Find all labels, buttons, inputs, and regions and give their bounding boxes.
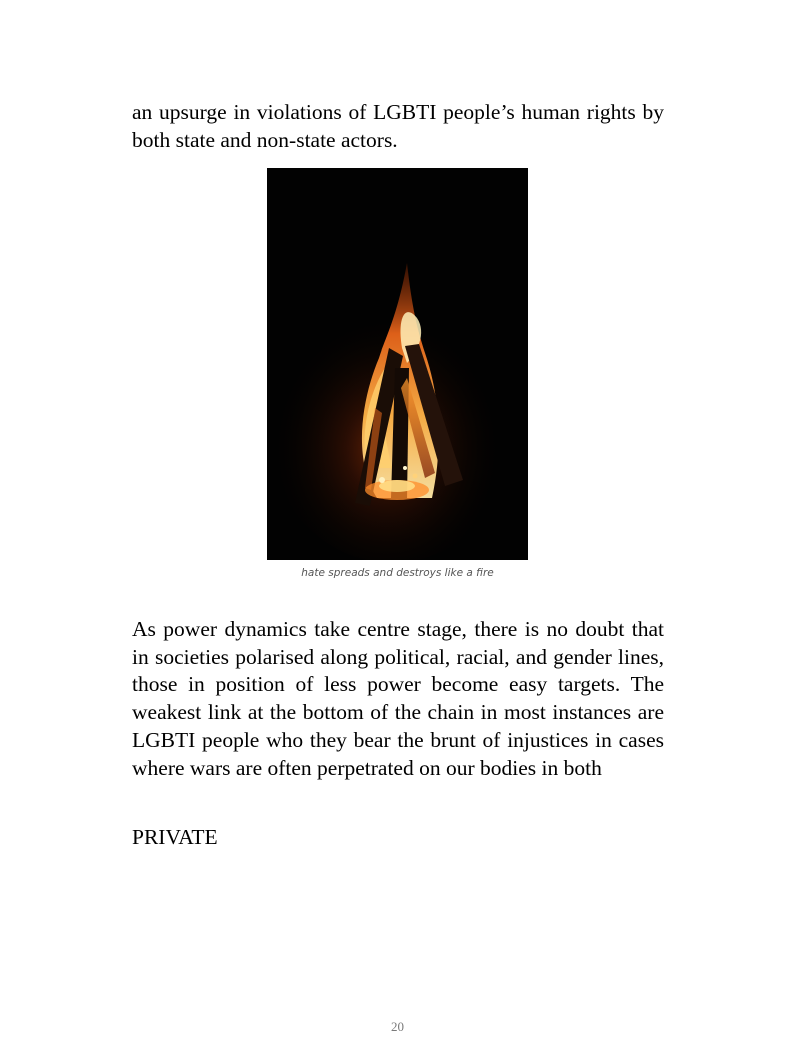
bonfire-image bbox=[267, 168, 528, 560]
page-number: 20 bbox=[391, 1019, 404, 1034]
private-label: PRIVATE bbox=[132, 825, 218, 849]
paragraph-top: an upsurge in violations of LGBTI people’s human rights by both state and non-state actors. bbox=[132, 100, 664, 152]
bonfire-photo bbox=[267, 168, 528, 560]
paragraph-main: As power dynamics take centre stage, there is no doubt that in societies polarised along political, racial, and gender lines, those in position of less power become easy targets. The weakest link at the bottom of the chain in most instances are LGBTI people who they bear the brunt of injustices in cases where wars are often perpetrated on our bodies in both bbox=[132, 617, 664, 780]
figure-caption: hate spreads and destroys like a fire bbox=[301, 567, 494, 579]
